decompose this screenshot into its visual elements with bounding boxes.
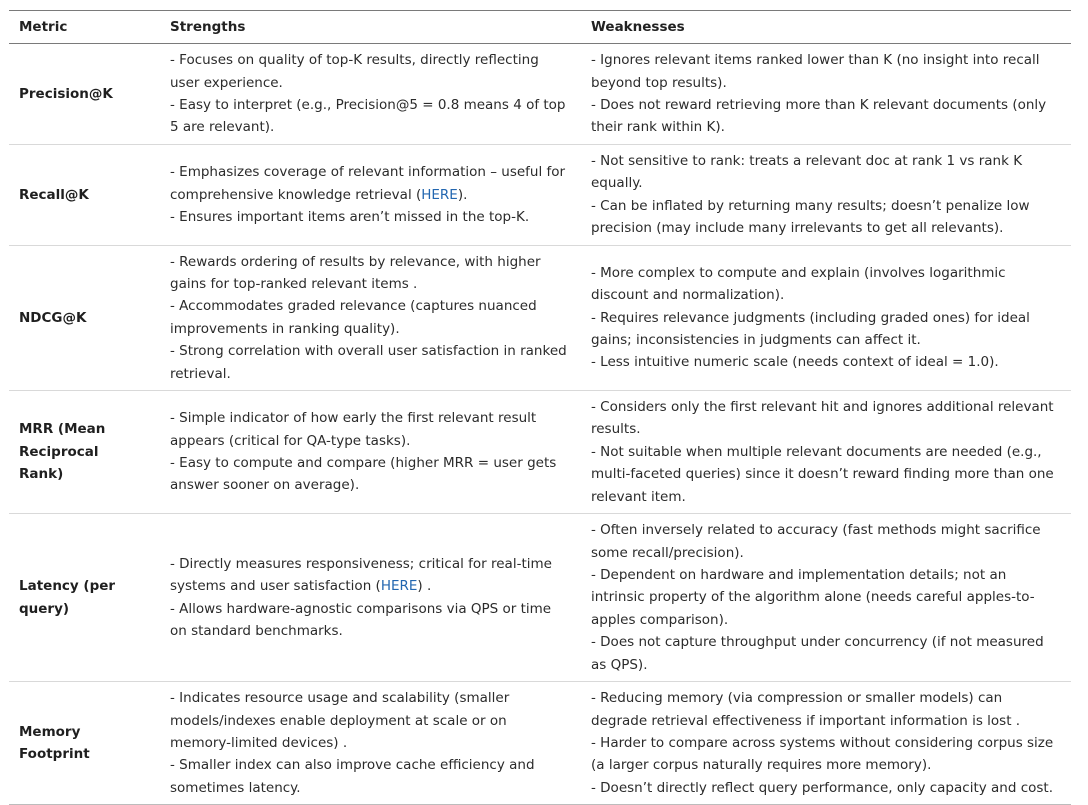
bullet-text: - Indicates resource usage and scalability (smaller models/indexes enable deployment at scale or on memory-limited devices) . bbox=[170, 690, 510, 751]
bullet-text: - Can be inflated by returning many results; doesn’t penalize low precision (may include many irrelevants to get all relevants). bbox=[591, 197, 1030, 237]
bullet-text: - Does not capture throughput under concurrency (if not measured as QPS). bbox=[591, 634, 1044, 673]
strength-bullet bbox=[170, 553, 571, 598]
bullet-text: - Directly measures responsiveness; critical for real-time systems and user satisfaction ( bbox=[170, 555, 552, 595]
weaknesse-bullet bbox=[591, 777, 1061, 799]
strengths-cell bbox=[160, 682, 581, 805]
bullet-text: - Considers only the first relevant hit and ignores additional relevant results. bbox=[591, 399, 1054, 438]
metric-name-cell: Latency (per query) bbox=[9, 514, 160, 682]
bullet-text: - Strong correlation with overall user satisfaction in ranked retrieval. bbox=[170, 343, 567, 382]
strength-bullet bbox=[170, 206, 571, 228]
weaknesses-cell bbox=[581, 145, 1071, 246]
bullet-text: - Reducing memory (via compression or smaller models) can degrade retrieval effectiveness if important information is lost . bbox=[591, 690, 1021, 729]
table-row bbox=[9, 44, 1071, 145]
reference-link[interactable]: HERE bbox=[421, 186, 458, 203]
metric-name-cell: Memory Footprint bbox=[9, 682, 160, 805]
weaknesses-cell bbox=[581, 682, 1071, 805]
weaknesse-bullet bbox=[591, 687, 1061, 732]
strength-bullet bbox=[170, 340, 571, 385]
bullet-text: - Allows hardware-agnostic comparisons via QPS or time on standard benchmarks. bbox=[170, 600, 552, 639]
metrics-comparison-table bbox=[9, 10, 1071, 805]
strength-bullet bbox=[170, 251, 571, 296]
reference-link[interactable]: HERE bbox=[380, 578, 418, 595]
bullet-text: - Focuses on quality of top-K results, directly reflecting user experience. bbox=[170, 52, 539, 91]
bullet-text: - Harder to compare across systems without considering corpus size (a larger corpus naturally requires more memory). bbox=[591, 734, 1054, 774]
bullet-text: - More complex to compute and explain (involves logarithmic discount and normalization). bbox=[591, 264, 1006, 304]
table-header-row bbox=[9, 11, 1071, 44]
bullet-text: - Smaller index can also improve cache efficiency and sometimes latency. bbox=[170, 757, 535, 796]
strength-bullet bbox=[170, 452, 571, 497]
weaknesse-bullet bbox=[591, 564, 1061, 631]
weaknesses-cell bbox=[581, 44, 1071, 145]
bullet-text: - Requires relevance judgments (including graded ones) for ideal gains; inconsistencies in judgments can affect it. bbox=[591, 309, 1030, 349]
weaknesses-cell bbox=[581, 391, 1071, 514]
bullet-text: - Simple indicator of how early the first relevant result appears (critical for QA-type tasks). bbox=[170, 410, 537, 449]
weaknesses-cell bbox=[581, 514, 1071, 682]
weaknesse-bullet bbox=[591, 94, 1061, 139]
bullet-text: - Ensures important items aren’t missed in the top-K. bbox=[170, 209, 530, 226]
table-row bbox=[9, 514, 1071, 682]
weaknesse-bullet bbox=[591, 262, 1061, 307]
bullet-text: ). bbox=[457, 186, 468, 203]
strength-bullet bbox=[170, 407, 571, 452]
bullet-text: - Does not reward retrieving more than K relevant documents (only their rank within K). bbox=[591, 97, 1047, 136]
bullet-text: - Not sensitive to rank: treats a relevant doc at rank 1 vs rank K equally. bbox=[591, 153, 1023, 192]
strengths-cell bbox=[160, 145, 581, 246]
table-row bbox=[9, 245, 1071, 390]
weaknesse-bullet bbox=[591, 49, 1061, 94]
weaknesse-bullet bbox=[591, 351, 1061, 373]
weaknesse-bullet bbox=[591, 631, 1061, 676]
strengths-cell bbox=[160, 245, 581, 390]
strength-bullet bbox=[170, 49, 571, 94]
bullet-text: - Often inversely related to accuracy (fast methods might sacrifice some recall/precision). bbox=[591, 522, 1041, 561]
strength-bullet bbox=[170, 754, 571, 799]
metric-name-cell: Recall@K bbox=[9, 145, 160, 246]
metric-name-cell: MRR (Mean Reciprocal Rank) bbox=[9, 391, 160, 514]
weaknesse-bullet bbox=[591, 195, 1061, 240]
metric-name-cell: Precision@K bbox=[9, 44, 160, 145]
header-strengths: Strengths bbox=[160, 11, 581, 44]
bullet-text: - Accommodates graded relevance (captures nuanced improvements in ranking quality). bbox=[170, 298, 537, 337]
weaknesse-bullet bbox=[591, 307, 1061, 352]
bullet-text: - Rewards ordering of results by relevance, with higher gains for top-ranked relevant items . bbox=[170, 253, 541, 293]
bullet-text: - Easy to compute and compare (higher MRR = user gets answer sooner on average). bbox=[170, 455, 557, 494]
table-body bbox=[9, 44, 1071, 805]
weaknesse-bullet bbox=[591, 150, 1061, 195]
bullet-text: ) . bbox=[417, 578, 432, 595]
strength-bullet bbox=[170, 295, 571, 340]
table-row bbox=[9, 391, 1071, 514]
strength-bullet bbox=[170, 598, 571, 643]
metric-name-cell: NDCG@K bbox=[9, 245, 160, 390]
bullet-text: - Dependent on hardware and implementation details; not an intrinsic property of the algorithm alone (needs careful apples-to-apples comparison). bbox=[591, 566, 1035, 628]
table-row bbox=[9, 145, 1071, 246]
weaknesse-bullet bbox=[591, 441, 1061, 508]
strengths-cell bbox=[160, 391, 581, 514]
bullet-text: - Not suitable when multiple relevant documents are needed (e.g., multi-faceted queries) since it doesn’t reward finding more than one relevant item. bbox=[591, 443, 1054, 505]
weaknesse-bullet bbox=[591, 732, 1061, 777]
strengths-cell bbox=[160, 514, 581, 682]
bullet-text: - Easy to interpret (e.g., Precision@5 = 0.8 means 4 of top 5 are relevant). bbox=[170, 97, 566, 136]
metrics-comparison-table-wrapper bbox=[9, 10, 1071, 805]
bullet-text: - Doesn’t directly reflect query performance, only capacity and cost. bbox=[591, 779, 1054, 796]
strengths-cell bbox=[160, 44, 581, 145]
header-metric: Metric bbox=[9, 11, 160, 44]
weaknesses-cell bbox=[581, 245, 1071, 390]
strength-bullet bbox=[170, 161, 571, 206]
bullet-text: - Ignores relevant items ranked lower than K (no insight into recall beyond top results). bbox=[591, 52, 1040, 91]
bullet-text: - Emphasizes coverage of relevant information – useful for comprehensive knowledge retrieval ( bbox=[170, 164, 566, 203]
bullet-text: - Less intuitive numeric scale (needs context of ideal = 1.0). bbox=[591, 354, 999, 371]
strength-bullet bbox=[170, 687, 571, 754]
weaknesse-bullet bbox=[591, 396, 1061, 441]
header-weaknesses: Weaknesses bbox=[581, 11, 1071, 44]
weaknesse-bullet bbox=[591, 519, 1061, 564]
strength-bullet bbox=[170, 94, 571, 139]
table-row bbox=[9, 682, 1071, 805]
